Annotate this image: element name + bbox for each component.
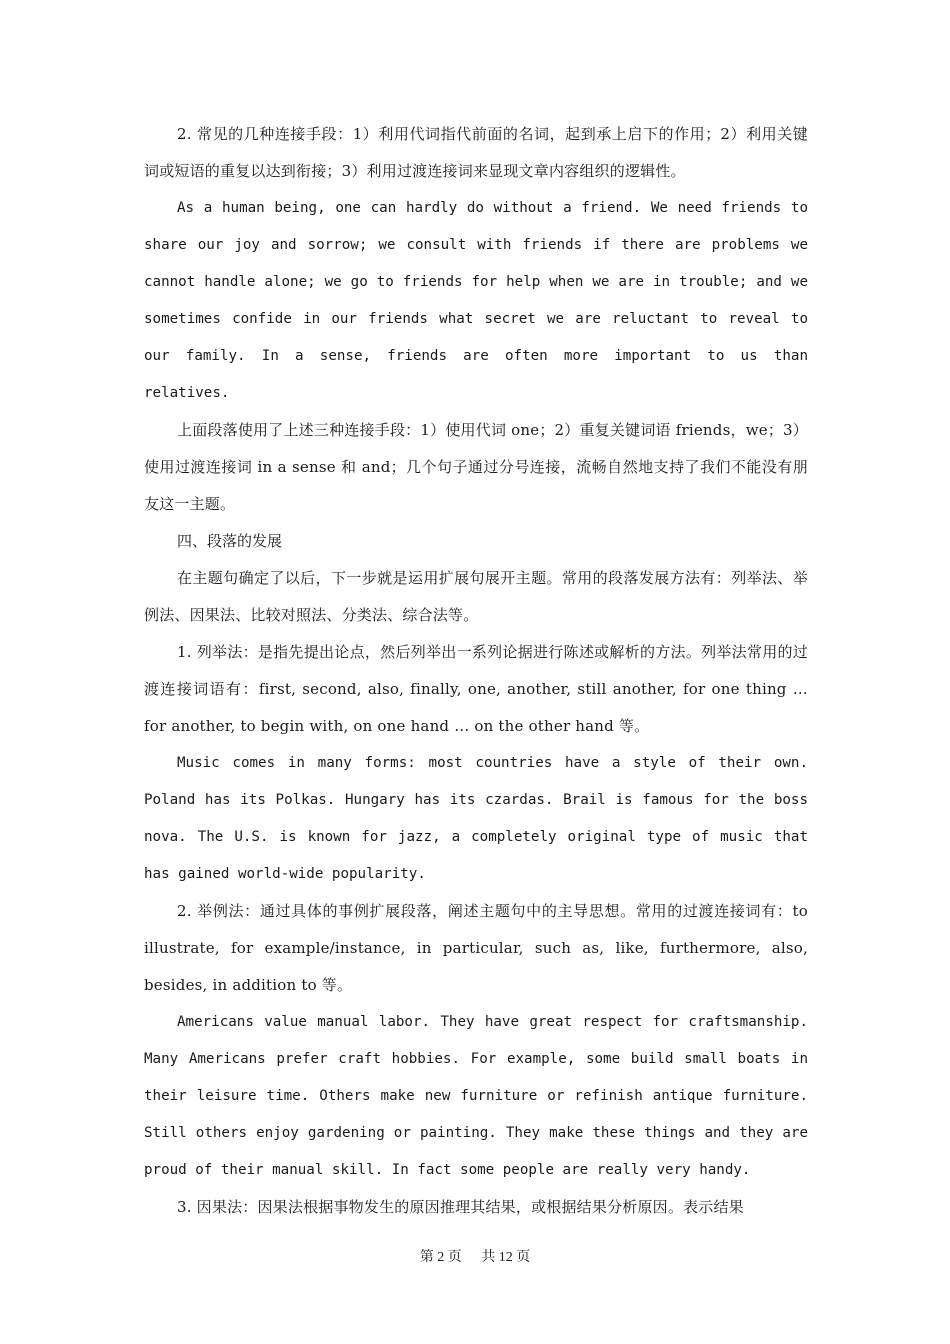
paragraph-friend-example: As a human being, one can hardly do without a friend. We need friends to share our joy and sorrow; we consult with friends if there are problems we cannot handle alone; we go to friends for help when we are in trouble; and we sometimes confide in our friends what secret we are reluctant to reveal to our family. In a sense, friends are often more important to us than relatives. [144, 200, 808, 401]
page-footer [0, 1246, 950, 1266]
total-pages: 共 12 页 [481, 1250, 531, 1265]
paragraph-development-intro: 在主题句确定了以后，下一步就是运用扩展句展开主题。常用的段落发展方法有：列举法、举例法、因果法、比较对照法、分类法、综合法等。 [144, 569, 808, 624]
paragraph-americans-example: Americans value manual labor. They have great respect for craftsmanship. Many Americans prefer craft hobbies. For example, some build small boats in their leisure time. Others make new furniture or refinish antique furniture. Still others enjoy gardening or painting. They make these things and they are proud of their manual skill. In fact some people are really very handy. [144, 1014, 808, 1178]
paragraph-enumeration-method: 1. 列举法：是指先提出论点，然后列举出一系列论据进行陈述或解析的方法。列举法常用的过渡连接词语有：first, second, also, finally, one, another, still another, for one thing … for another, to begin with, on one hand … on the other hand 等。 [144, 643, 808, 735]
paragraph-connection-methods: 2. 常见的几种连接手段：1）利用代词指代前面的名词，起到承上启下的作用；2）利用关键词或短语的重复以达到衔接；3）利用过渡连接词来显现文章内容组织的逻辑性。 [144, 125, 808, 180]
section-heading-paragraph-development: 四、段落的发展 [177, 532, 283, 550]
paragraph-cause-effect-method: 3. 因果法：因果法根据事物发生的原因推理其结果，或根据结果分析原因。表示结果 [177, 1198, 744, 1216]
paragraph-friend-analysis: 上面段落使用了上述三种连接手段：1）使用代词 one；2）重复关键词语 friends，we；3）使用过渡连接词 in a sense 和 and；几个句子通过分号连接，流畅自然地支持了我们不能没有朋友这一主题。 [144, 421, 808, 513]
paragraph-exemplification-method: 2. 举例法：通过具体的事例扩展段落，阐述主题句中的主导思想。常用的过渡连接词有：to illustrate, for example/instance, in particular, such as, like, furthermore, also, besides, in addition to 等。 [144, 902, 808, 994]
page-number: 第 2 页 [419, 1250, 462, 1265]
paragraph-music-example: Music comes in many forms: most countries have a style of their own. Poland has its Polkas. Hungary has its czardas. Brail is famous for the boss nova. The U.S. is known for jazz, a completely original type of music that has gained world-wide popularity. [144, 755, 808, 882]
document-body [144, 116, 808, 1226]
